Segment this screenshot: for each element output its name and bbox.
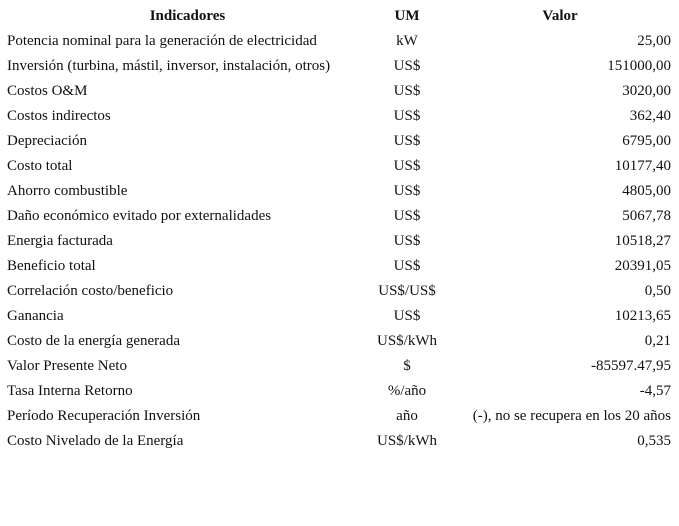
unit-cell: US$ [393, 108, 421, 124]
unit-cell: US$ [393, 208, 421, 224]
table-row [0, 354, 679, 379]
value-cell: 4805,00 [622, 183, 671, 199]
unit-cell: $ [403, 358, 411, 374]
table-row [0, 254, 679, 279]
value-cell: 10213,65 [614, 308, 671, 324]
value-cell: -4,57 [639, 383, 671, 399]
indicator-cell: Período Recuperación Inversión [7, 408, 201, 424]
indicator-cell: Depreciación [7, 133, 87, 149]
table-row [0, 79, 679, 104]
unit-cell: US$ [393, 258, 421, 274]
header-indicators: Indicadores [149, 8, 226, 24]
unit-cell: US$ [393, 308, 421, 324]
indicator-cell: Costos O&M [7, 83, 88, 99]
unit-cell: US$/kWh [377, 333, 437, 349]
indicator-cell: Inversión (turbina, mástil, inversor, instalación, otros) [7, 58, 331, 74]
value-cell: 0,50 [644, 283, 671, 299]
value-cell: 5067,78 [622, 208, 671, 224]
indicator-cell: Costos indirectos [7, 108, 111, 124]
table-row [0, 329, 679, 354]
value-cell: 3020,00 [622, 83, 671, 99]
value-cell: 362,40 [629, 108, 671, 124]
unit-cell: US$ [393, 233, 421, 249]
value-cell: 25,00 [637, 33, 671, 49]
indicator-cell: Costo de la energía generada [7, 333, 180, 349]
table-row [0, 379, 679, 404]
unit-cell: US$/US$ [378, 283, 436, 299]
value-cell: 20391,05 [614, 258, 671, 274]
header-value: Valor [542, 8, 578, 24]
unit-cell: año [396, 408, 418, 424]
value-cell: -85597.47,95 [591, 358, 671, 374]
indicator-cell: Valor Presente Neto [7, 358, 127, 374]
unit-cell: US$ [393, 83, 421, 99]
indicator-cell: Energia facturada [7, 233, 113, 249]
unit-cell: US$ [393, 58, 421, 74]
table-row [0, 204, 679, 229]
table-row [0, 304, 679, 329]
unit-cell: %/año [387, 383, 427, 399]
value-cell: 10177,40 [614, 158, 671, 174]
unit-cell: US$ [393, 183, 421, 199]
value-cell: 0,21 [644, 333, 671, 349]
indicator-cell: Ahorro combustible [7, 183, 128, 199]
table-row [0, 179, 679, 204]
value-cell: 0,535 [637, 433, 671, 449]
table-row [0, 229, 679, 254]
table-header [0, 4, 679, 29]
value-cell: 10518,27 [614, 233, 671, 249]
value-cell: 6795,00 [622, 133, 671, 149]
value-cell: (-), no se recupera en los 20 años [472, 408, 671, 424]
table-row [0, 404, 679, 429]
unit-cell: US$ [393, 158, 421, 174]
table-row [0, 29, 679, 54]
indicator-cell: Costo total [7, 158, 73, 174]
indicator-cell: Tasa Interna Retorno [7, 383, 133, 399]
table-row [0, 129, 679, 154]
header-unit: UM [394, 8, 420, 24]
table-row [0, 54, 679, 79]
table-row [0, 429, 679, 454]
table-row [0, 104, 679, 129]
unit-cell: US$ [393, 133, 421, 149]
unit-cell: kW [396, 33, 418, 49]
table-row [0, 279, 679, 304]
indicator-cell: Ganancia [7, 308, 64, 324]
indicator-cell: Costo Nivelado de la Energía [7, 433, 184, 449]
indicator-cell: Correlación costo/beneficio [7, 283, 174, 299]
indicator-cell: Beneficio total [7, 258, 96, 274]
indicator-cell: Daño económico evitado por externalidades [7, 208, 272, 224]
table-row [0, 154, 679, 179]
unit-cell: US$/kWh [377, 433, 437, 449]
indicator-cell: Potencia nominal para la generación de electricidad [7, 33, 317, 49]
value-cell: 151000,00 [607, 58, 671, 74]
